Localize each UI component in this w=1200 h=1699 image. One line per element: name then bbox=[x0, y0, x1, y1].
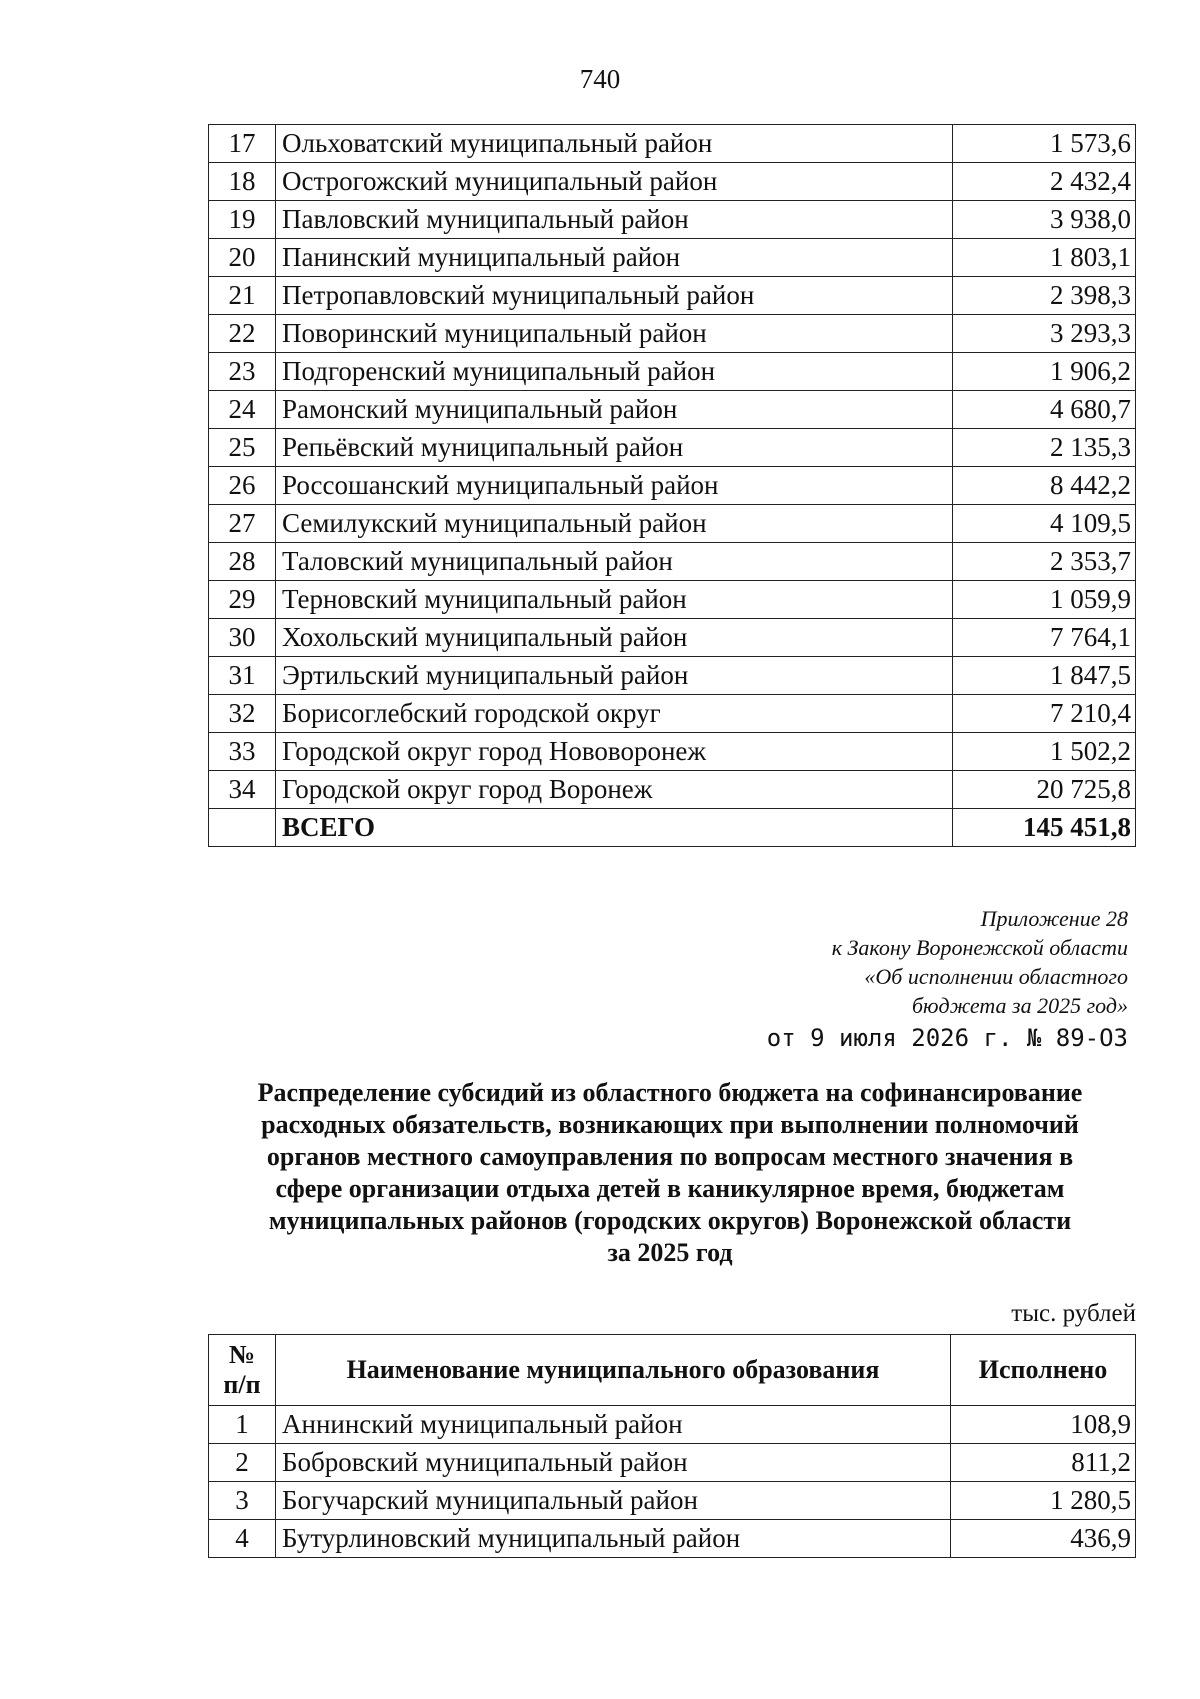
row-name: Подгоренский муниципальный район bbox=[276, 353, 953, 391]
title-line: муниципальных районов (городских округов) Воронежской области bbox=[268, 1206, 1072, 1235]
row-name: Петропавловский муниципальный район bbox=[276, 277, 953, 315]
row-name: Таловский муниципальный район bbox=[276, 543, 953, 581]
row-name: Городской округ город Воронеж bbox=[276, 771, 953, 809]
row-value: 3 293,3 bbox=[953, 315, 1136, 353]
row-value: 7 210,4 bbox=[953, 695, 1136, 733]
row-name: Панинский муниципальный район bbox=[276, 239, 953, 277]
row-name: Острогожский муниципальный район bbox=[276, 163, 953, 201]
row-number: 28 bbox=[209, 543, 276, 581]
row-number: 1 bbox=[209, 1406, 276, 1444]
law-date-number: от 9 июля 2026 г. № 89-ОЗ bbox=[766, 1024, 1128, 1052]
table-row bbox=[209, 1406, 1136, 1444]
row-number: 32 bbox=[209, 695, 276, 733]
row-number: 27 bbox=[209, 505, 276, 543]
top-table-body bbox=[209, 125, 1136, 847]
row-value: 108,9 bbox=[951, 1406, 1136, 1444]
header-number-line: п/п bbox=[223, 1370, 261, 1399]
row-number: 24 bbox=[209, 391, 276, 429]
appendix-note bbox=[767, 904, 1128, 1054]
appendix-line: Приложение 28 bbox=[980, 906, 1128, 931]
title-line: расходных обязательств, возникающих при выполнении полномочий bbox=[261, 1110, 1079, 1139]
bottom-table-body bbox=[209, 1406, 1136, 1558]
table-row bbox=[209, 163, 1136, 201]
table-row bbox=[209, 581, 1136, 619]
header-row bbox=[209, 1335, 1136, 1406]
row-number: 2 bbox=[209, 1444, 276, 1482]
row-number: 22 bbox=[209, 315, 276, 353]
row-name: Ольховатский муниципальный район bbox=[276, 125, 953, 163]
row-name: Россошанский муниципальный район bbox=[276, 467, 953, 505]
total-value: 145 451,8 bbox=[953, 809, 1136, 847]
title-line: за 2025 год bbox=[607, 1238, 733, 1267]
row-value: 2 353,7 bbox=[953, 543, 1136, 581]
header-number bbox=[209, 1335, 276, 1406]
row-value: 8 442,2 bbox=[953, 467, 1136, 505]
row-number: 17 bbox=[209, 125, 276, 163]
table-row bbox=[209, 695, 1136, 733]
row-number: 33 bbox=[209, 733, 276, 771]
row-name: Аннинский муниципальный район bbox=[276, 1406, 951, 1444]
row-name: Семилукский муниципальный район bbox=[276, 505, 953, 543]
row-value: 1 847,5 bbox=[953, 657, 1136, 695]
table-row bbox=[209, 315, 1136, 353]
appendix-line: «Об исполнении областного bbox=[864, 964, 1128, 989]
row-number: 21 bbox=[209, 277, 276, 315]
row-value: 1 502,2 bbox=[953, 733, 1136, 771]
table-header bbox=[209, 1335, 1136, 1406]
subsidy-table bbox=[208, 1334, 1136, 1558]
row-value: 1 906,2 bbox=[953, 353, 1136, 391]
table-row bbox=[209, 429, 1136, 467]
row-name: Борисоглебский городской округ bbox=[276, 695, 953, 733]
row-value: 1 573,6 bbox=[953, 125, 1136, 163]
row-name: Городской округ город Нововоронеж bbox=[276, 733, 953, 771]
row-name: Богучарский муниципальный район bbox=[276, 1482, 951, 1520]
row-number: 29 bbox=[209, 581, 276, 619]
table-row bbox=[209, 277, 1136, 315]
table-row bbox=[209, 1520, 1136, 1558]
row-value: 1 803,1 bbox=[953, 239, 1136, 277]
table-row bbox=[209, 391, 1136, 429]
row-value: 4 109,5 bbox=[953, 505, 1136, 543]
table-row bbox=[209, 1444, 1136, 1482]
table-row bbox=[209, 1482, 1136, 1520]
table-row bbox=[209, 467, 1136, 505]
row-name: Бобровский муниципальный район bbox=[276, 1444, 951, 1482]
row-value: 1 059,9 bbox=[953, 581, 1136, 619]
document-title bbox=[180, 1077, 1160, 1269]
row-number: 23 bbox=[209, 353, 276, 391]
title-line: сфере организации отдыха детей в каникулярное время, бюджетам bbox=[275, 1174, 1065, 1203]
table-row bbox=[209, 771, 1136, 809]
row-number: 34 bbox=[209, 771, 276, 809]
units-label: тыс. рублей bbox=[1011, 1300, 1136, 1327]
row-value: 436,9 bbox=[951, 1520, 1136, 1558]
page-number: 740 bbox=[579, 64, 621, 94]
row-number: 4 bbox=[209, 1520, 276, 1558]
title-line: органов местного самоуправления по вопросам местного значения в bbox=[266, 1142, 1074, 1171]
table-row bbox=[209, 201, 1136, 239]
row-name: Павловский муниципальный район bbox=[276, 201, 953, 239]
row-value: 2 135,3 bbox=[953, 429, 1136, 467]
row-number: 25 bbox=[209, 429, 276, 467]
table-row bbox=[209, 733, 1136, 771]
row-number: 20 bbox=[209, 239, 276, 277]
row-number: 30 bbox=[209, 619, 276, 657]
table-row bbox=[209, 239, 1136, 277]
title-line: Распределение субсидий из областного бюджета на софинансирование bbox=[257, 1078, 1083, 1107]
row-name: Терновский муниципальный район bbox=[276, 581, 953, 619]
row-number: 31 bbox=[209, 657, 276, 695]
row-value: 2 398,3 bbox=[953, 277, 1136, 315]
row-value: 1 280,5 bbox=[951, 1482, 1136, 1520]
table-row bbox=[209, 543, 1136, 581]
subsidy-table-continued bbox=[208, 124, 1136, 847]
row-value: 3 938,0 bbox=[953, 201, 1136, 239]
row-name: Хохольский муниципальный район bbox=[276, 619, 953, 657]
row-number: 3 bbox=[209, 1482, 276, 1520]
table-row bbox=[209, 505, 1136, 543]
row-name: Рамонский муниципальный район bbox=[276, 391, 953, 429]
row-number: 19 bbox=[209, 201, 276, 239]
table-row bbox=[209, 353, 1136, 391]
row-name: Бутурлиновский муниципальный район bbox=[276, 1520, 951, 1558]
row-value: 7 764,1 bbox=[953, 619, 1136, 657]
header-number-line: № bbox=[228, 1340, 256, 1369]
table-row bbox=[209, 657, 1136, 695]
row-name: Репьёвский муниципальный район bbox=[276, 429, 953, 467]
total-number bbox=[209, 809, 276, 847]
table-row bbox=[209, 619, 1136, 657]
row-value: 2 432,4 bbox=[953, 163, 1136, 201]
header-name: Наименование муниципального образования bbox=[276, 1335, 951, 1406]
row-name: Поворинский муниципальный район bbox=[276, 315, 953, 353]
header-value: Исполнено bbox=[951, 1335, 1136, 1406]
appendix-line: бюджета за 2025 год» bbox=[911, 993, 1128, 1018]
total-label: ВСЕГО bbox=[276, 809, 953, 847]
row-value: 4 680,7 bbox=[953, 391, 1136, 429]
total-row bbox=[209, 809, 1136, 847]
row-number: 18 bbox=[209, 163, 276, 201]
row-value: 20 725,8 bbox=[953, 771, 1136, 809]
row-number: 26 bbox=[209, 467, 276, 505]
row-name: Эртильский муниципальный район bbox=[276, 657, 953, 695]
appendix-line: к Закону Воронежской области bbox=[831, 935, 1128, 960]
table-row bbox=[209, 125, 1136, 163]
row-value: 811,2 bbox=[951, 1444, 1136, 1482]
